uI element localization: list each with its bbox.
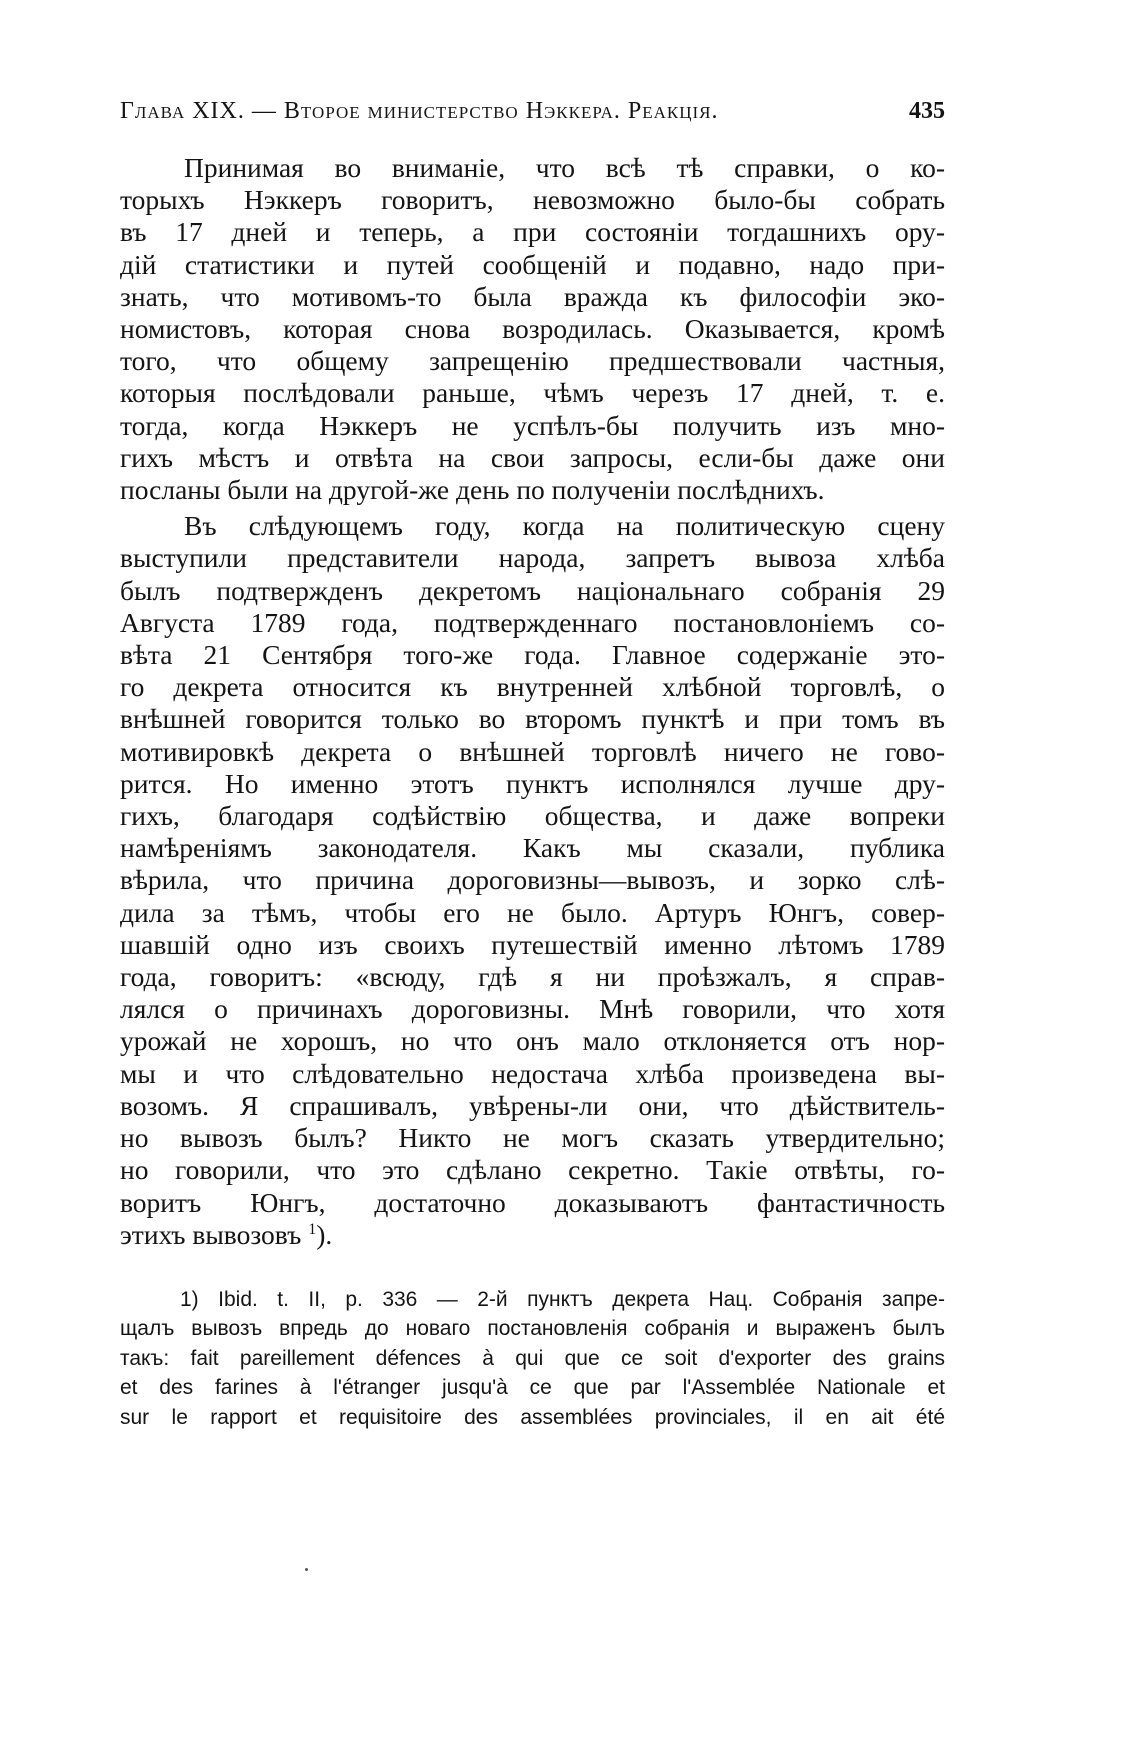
text-line: но вывозъ былъ? Никто не могъ сказать утвердительно; (120, 1122, 945, 1154)
text-line: гихъ мѣстъ и отвѣта на свои запросы, если-бы даже они (120, 441, 945, 473)
text-line: урожай не хорошъ, но что онъ мало отклоняется отъ нор- (120, 1025, 945, 1057)
footnotes (120, 1285, 945, 1433)
final-line-text: этихъ вывозовъ (120, 1218, 302, 1250)
footnote-line: щалъ вывозъ впредь до новаго постановленія собранія и выраженъ былъ (120, 1317, 945, 1341)
print-speck (305, 1568, 308, 1571)
text-line: воритъ Юнгъ, достаточно доказываютъ фантастичность (120, 1186, 945, 1218)
text-line: дій статистики и путей сообщеній и подавно, надо при- (120, 248, 945, 280)
text-line: рится. Но именно этотъ пунктъ исполнялся лучше дру- (120, 767, 945, 799)
text-line: Августа 1789 года, подтвержденнаго постановлоніемъ со- (120, 606, 945, 638)
footnote-line: et des farines à l'étranger jusqu'à ce que par l'Assemblée Nationale et (120, 1376, 945, 1400)
text-line: мотивировкѣ декрета о внѣшней торговлѣ ничего не гово- (120, 735, 945, 767)
chapter-title: Глава XIX. — Второе министерство Нэккера. Реакція. (120, 98, 719, 124)
paragraph-2 (120, 510, 945, 1251)
text-line: шавшій одно изъ своихъ путешествій именно лѣтомъ 1789 (120, 928, 945, 960)
text-line: которыя послѣдовали раньше, чѣмъ черезъ 17 дней, т. е. (120, 377, 945, 409)
paragraph-1 (120, 152, 945, 506)
text-line: въ 17 дней и теперь, а при состояніи тогдашнихъ ору- (120, 216, 945, 248)
text-line: намѣреніямъ законодателя. Какъ мы сказали, публика (120, 832, 945, 864)
text-line: Въ слѣдующемъ году, когда на политическую сцену (184, 510, 945, 542)
text-line: лялся о причинахъ дороговизны. Мнѣ говорили, что хотя (120, 993, 945, 1025)
footnote-reference[interactable]: 1 (308, 1220, 317, 1238)
body-text (120, 152, 945, 1251)
text-line: вѣта 21 Сентября того-же года. Главное содержаніе это- (120, 639, 945, 671)
text-line: го декрета относится къ внутренней хлѣбной торговлѣ, о (120, 671, 945, 703)
running-head (120, 98, 945, 138)
text-line: вѣрила, что причина дороговизны—вывозъ, и зорко слѣ- (120, 864, 945, 896)
text-line: того, что общему запрещенію предшествовали частныя, (120, 345, 945, 377)
text-line: года, говоритъ: «всюду, гдѣ я ни проѣзжалъ, я справ- (120, 961, 945, 993)
text-line: возомъ. Я спрашивалъ, увѣрены-ли они, что дѣйствитель- (120, 1089, 945, 1121)
text-line: но говорили, что это сдѣлано секретно. Такіе отвѣты, го- (120, 1154, 945, 1186)
text-line: Принимая во вниманіе, что всѣ тѣ справки, о ко- (184, 152, 945, 183)
footnote-line: sur le rapport et requisitoire des assemblées provinciales, il en ait été (120, 1405, 945, 1429)
text-line: тогда, когда Нэккеръ не успѣлъ-бы получить изъ мно- (120, 409, 945, 441)
text-line: дила за тѣмъ, чтобы его не было. Артуръ Юнгъ, совер- (120, 896, 945, 928)
page (120, 98, 945, 1432)
text-line: гихъ, благодаря содѣйствію общества, и даже вопреки (120, 800, 945, 832)
text-line: былъ подтвержденъ декретомъ національнаго собранія 29 (120, 574, 945, 606)
text-line: внѣшней говорится только во второмъ пунктѣ и при томъ въ (120, 703, 945, 735)
text-line: знать, что мотивомъ-то была вражда къ философіи эко- (120, 280, 945, 312)
text-line-final (120, 1219, 945, 1251)
footnote-marker: 1) (180, 1287, 199, 1311)
text-line: торыхъ Нэккеръ говоритъ, невозможно было-бы собрать (120, 184, 945, 216)
page-number: 435 (909, 98, 945, 124)
text-line: выступили представители народа, запретъ вывоза хлѣба (120, 542, 945, 574)
text-line: посланы были на другой-же день по полученіи послѣднихъ. (120, 474, 825, 506)
footnote-line-1 (120, 1285, 945, 1315)
footnote-line: такъ: fait pareillement défences à qui que ce soit d'exporter des grains (120, 1346, 945, 1370)
footnote-text: Ibid. t. II, p. 336 — 2-й пунктъ декрета Нац. Собранія запре- (218, 1287, 945, 1311)
text-line: мы и что слѣдовательно недостача хлѣба произведена вы- (120, 1057, 945, 1089)
text-line: номистовъ, которая снова возродилась. Оказывается, кромѣ (120, 313, 945, 345)
closing-punctuation: ). (316, 1218, 333, 1250)
